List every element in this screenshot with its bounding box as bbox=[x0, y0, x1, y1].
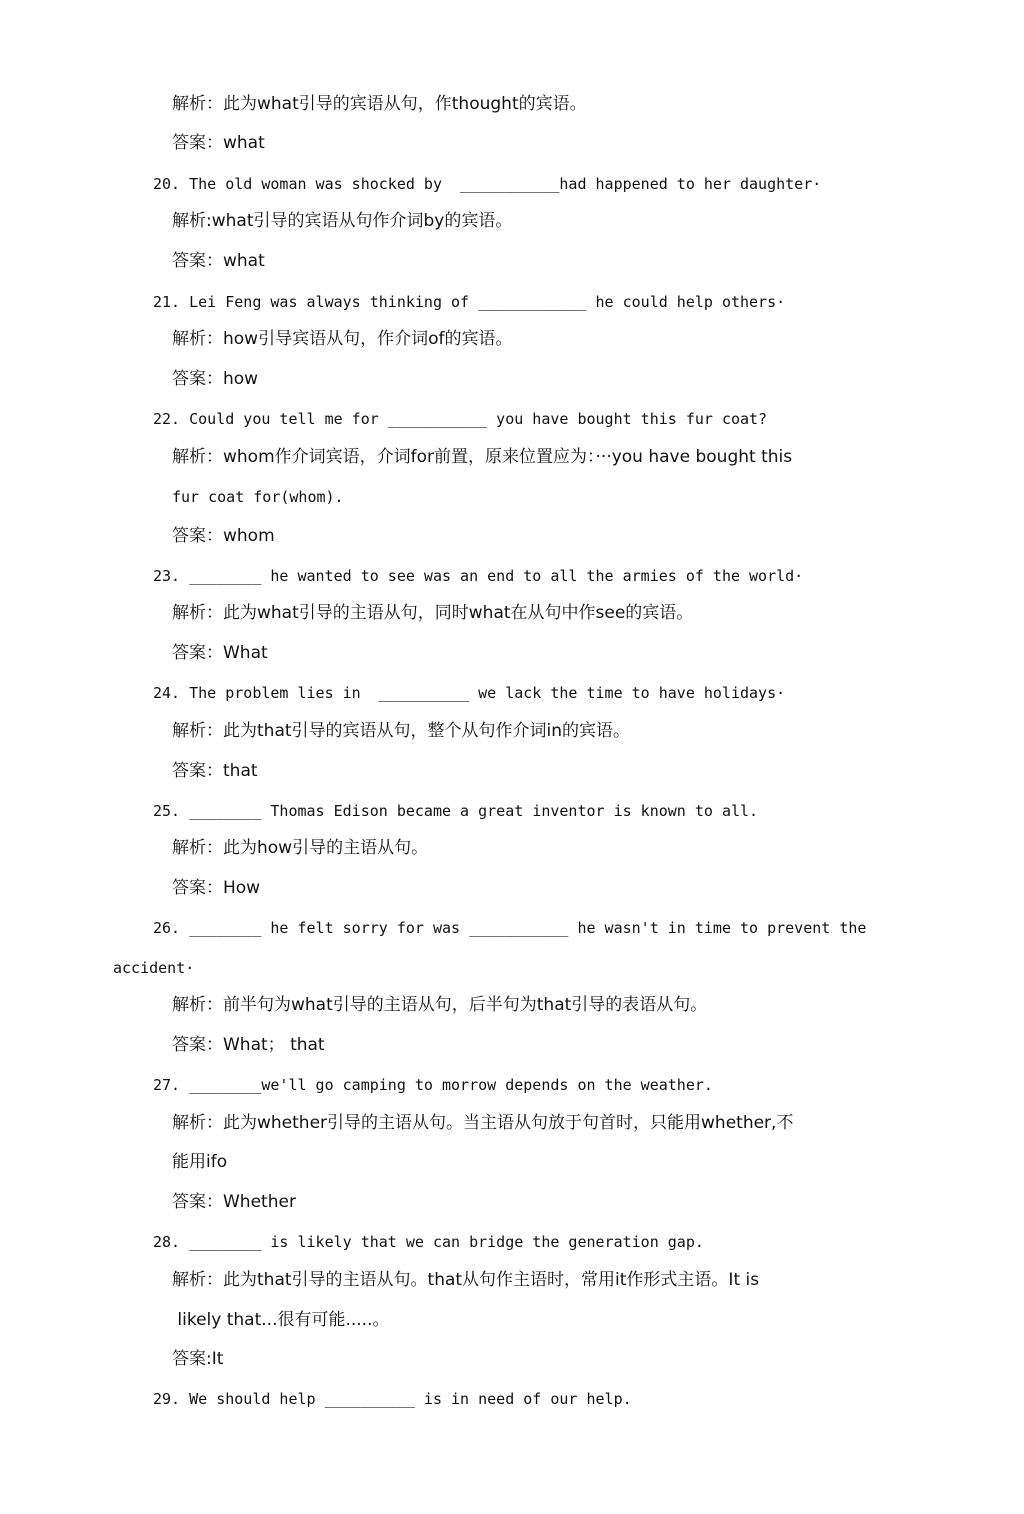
analysis-24: 解析：此为that引导的宾语从句，整个从句作介词in的宾语。 bbox=[172, 721, 631, 741]
analysis-27-cont: 能用ifo bbox=[172, 1152, 228, 1172]
question-26-cont: accident· bbox=[113, 959, 195, 977]
analysis-28-cont: likely that...很有可能.....。 bbox=[172, 1310, 390, 1330]
answer-27: 答案：Whether bbox=[172, 1192, 296, 1212]
analysis-25: 解析：此为how引导的主语从句。 bbox=[172, 838, 429, 858]
analysis-27: 解析：此为whether引导的主语从句。当主语从句放于句首时，只能用whether,不 bbox=[172, 1113, 794, 1133]
answer-19: 答案：what bbox=[172, 133, 265, 153]
analysis-19: 解析：此为what引导的宾语从句，作thought的宾语。 bbox=[172, 94, 587, 114]
answer-21: 答案：how bbox=[172, 369, 259, 389]
question-28: 28. ________ is likely that we can bridge the generation gap. bbox=[153, 1233, 704, 1251]
answer-20: 答案：what bbox=[172, 251, 265, 271]
answer-26: 答案：What； that bbox=[172, 1035, 325, 1055]
answer-24: 答案：that bbox=[172, 761, 258, 781]
question-21: 21. Lei Feng was always thinking of ____________ he could help others· bbox=[153, 293, 786, 311]
answer-22: 答案：whom bbox=[172, 526, 275, 546]
answer-25: 答案：How bbox=[172, 878, 261, 898]
question-23: 23. ________ he wanted to see was an end to all the armies of the world· bbox=[153, 567, 804, 585]
question-24: 24. The problem lies in __________ we lack the time to have holidays· bbox=[153, 684, 786, 702]
analysis-28: 解析：此为that引导的主语从句。that从句作主语时，常用it作形式主语。It is bbox=[172, 1270, 760, 1290]
answer-23: 答案：What bbox=[172, 643, 268, 663]
question-20: 20. The old woman was shocked by ___________had happened to her daughter· bbox=[153, 175, 822, 193]
analysis-22: 解析：whom作介词宾语，介词for前置，原来位置应为：···you have bought this bbox=[172, 447, 793, 467]
question-25: 25. ________ Thomas Edison became a great inventor is known to all. bbox=[153, 802, 759, 820]
analysis-21: 解析：how引导宾语从句，作介词of的宾语。 bbox=[172, 329, 513, 349]
analysis-26: 解析：前半句为what引导的主语从句，后半句为that引导的表语从句。 bbox=[172, 995, 708, 1015]
analysis-20: 解析:what引导的宾语从句作介词by的宾语。 bbox=[172, 211, 513, 231]
question-22: 22. Could you tell me for ___________ you have bought this fur coat? bbox=[153, 410, 768, 428]
question-26: 26. ________ he felt sorry for was ___________ he wasn't in time to prevent the bbox=[153, 919, 867, 937]
question-29: 29. We should help __________ is in need of our help. bbox=[153, 1390, 632, 1408]
question-27: 27. ________we'll go camping to morrow depends on the weather. bbox=[153, 1076, 713, 1094]
analysis-22-cont: fur coat for(whom). bbox=[172, 488, 344, 506]
analysis-23: 解析：此为what引导的主语从句，同时what在从句中作see的宾语。 bbox=[172, 603, 694, 623]
answer-28: 答案:It bbox=[172, 1349, 224, 1369]
